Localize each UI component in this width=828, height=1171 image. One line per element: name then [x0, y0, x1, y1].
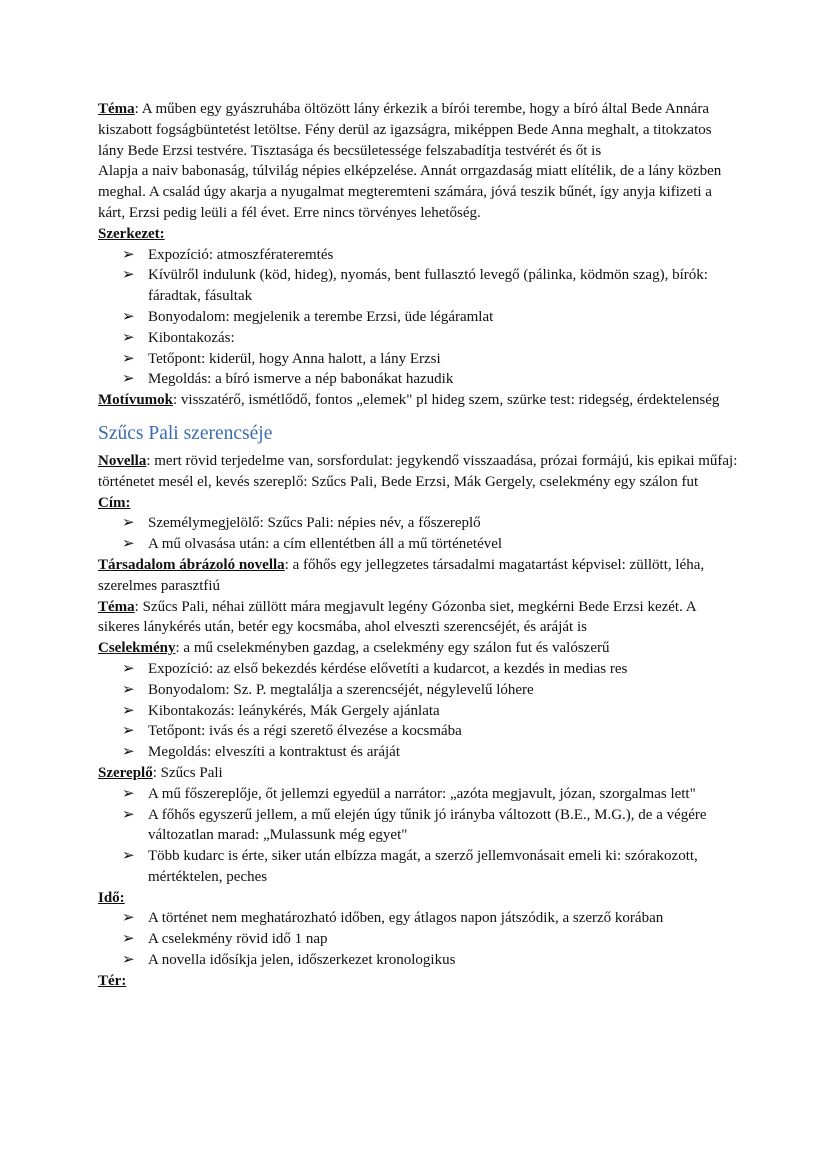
arrow-bullet-icon: ➢: [122, 681, 135, 698]
list-item-text: Több kudarc is érte, siker után elbízza magát, a szerző jellemvonásait emeli ki: szórakozott, mértéktelen, peches: [148, 848, 698, 885]
cselekmeny-paragraph: [98, 638, 738, 659]
list-item-text: Tetőpont: ivás és a régi szerető élvezése a kocsmába: [148, 723, 462, 740]
list-item-text: A novella idősíkja jelen, időszerkezet kronologikus: [148, 952, 456, 969]
szerkezet-list: [98, 245, 738, 391]
szereplo-list: [98, 784, 738, 888]
tema2-label: Téma: [98, 598, 135, 615]
list-item: [122, 245, 738, 266]
tema2-text: : Szűcs Pali, néhai züllött mára megjavult legény Gózonba siet, megkérni Bede Erzsi kezét. A sikeres lánykérés után, betér egy kocsmába, ahol elveszti szerencséjét, és aráját is: [98, 598, 696, 636]
list-item-text: A mű főszereplője, őt jellemzi egyedül a narrátor: „azóta megjavult, józan, szorgalmas lett": [148, 785, 696, 802]
list-item-text: Expozíció: az első bekezdés kérdése elővetíti a kudarcot, a kezdés in medias res: [148, 660, 628, 677]
arrow-bullet-icon: ➢: [122, 308, 135, 325]
list-item: [122, 328, 738, 349]
list-item: [122, 680, 738, 701]
szereplo-text: : Szűcs Pali: [152, 764, 223, 781]
motivumok-text: : visszatérő, ismétlődő, fontos „elemek" pl hideg szem, szürke test: ridegség, érdektelenség: [173, 392, 720, 409]
list-item: [122, 349, 738, 370]
ter-label: Tér:: [98, 972, 127, 989]
list-item-text: Bonyodalom: megjelenik a terembe Erzsi, üde légáramlat: [148, 308, 494, 325]
list-item: [122, 513, 738, 534]
novella-paragraph: [98, 451, 738, 493]
list-item: [122, 721, 738, 742]
list-item-text: A cselekmény rövid idő 1 nap: [148, 931, 328, 948]
arrow-bullet-icon: ➢: [122, 910, 135, 927]
szereplo-label: Szereplő: [98, 764, 153, 781]
szereplo-paragraph: [98, 763, 738, 784]
list-item: [122, 908, 738, 929]
list-item-text: A mű olvasása után: a cím ellentétben áll a mű történetével: [148, 536, 503, 553]
szerkezet-heading: [98, 224, 738, 245]
cselekmeny-list: [98, 659, 738, 763]
motivumok-label: Motívumok: [98, 392, 173, 409]
list-item: [122, 929, 738, 950]
arrow-bullet-icon: ➢: [122, 536, 135, 553]
tema-paragraph: [98, 99, 738, 161]
ido-list: [98, 908, 738, 970]
list-item: [122, 742, 738, 763]
arrow-bullet-icon: ➢: [122, 371, 135, 388]
cim-label: Cím:: [98, 494, 131, 511]
list-item-text: Megoldás: elveszíti a kontraktust és aráját: [148, 744, 401, 761]
list-item-text: A történet nem meghatározható időben, egy átlagos napon játszódik, a szerző korában: [148, 910, 664, 927]
list-item-text: Expozíció: atmoszférateremtés: [148, 246, 334, 263]
arrow-bullet-icon: ➢: [122, 702, 135, 719]
arrow-bullet-icon: ➢: [122, 267, 135, 284]
tarsadalom-label: Társadalom ábrázoló novella: [98, 556, 285, 573]
list-item: [122, 534, 738, 555]
arrow-bullet-icon: ➢: [122, 723, 135, 740]
list-item-text: Kibontakozás: leánykérés, Mák Gergely ajánlata: [148, 702, 440, 719]
novella-label: Novella: [98, 452, 147, 469]
list-item: [122, 805, 738, 847]
list-item-text: Kibontakozás:: [148, 329, 235, 346]
arrow-bullet-icon: ➢: [122, 806, 135, 823]
motivumok-paragraph: [98, 390, 738, 411]
arrow-bullet-icon: ➢: [122, 350, 135, 367]
alapja-paragraph: Alapja a naiv babonaság, túlvilág népies elképzelése. Annát orrgazdaság miatt elítélik, de a lány közben meghal. A család úgy akarja a nyugalmat megteremteni számára, jóvá teszik bűnét, így anyja kifizeti a kárt, Erzsi pedig leüli a fél évet. Erre nincs törvényes lehetőség.: [98, 163, 722, 221]
list-item-text: Személymegjelölő: Szűcs Pali: népies név, a főszereplő: [148, 515, 481, 532]
list-item: [122, 846, 738, 888]
tarsadalom-text: : a főhős egy jellegzetes társadalmi magatartást képvisel: züllött, léha, szerelmes parasztfiú: [98, 556, 705, 594]
arrow-bullet-icon: ➢: [122, 744, 135, 761]
arrow-bullet-icon: ➢: [122, 785, 135, 802]
list-item-text: Bonyodalom: Sz. P. megtalálja a szerencséjét, négylevelű lóhere: [148, 681, 534, 698]
list-item: [122, 784, 738, 805]
tarsadalom-paragraph: [98, 555, 738, 597]
tema2-paragraph: [98, 597, 738, 639]
list-item: [122, 265, 738, 307]
tema-text: : A műben egy gyászruhába öltözött lány érkezik a bírói terembe, hogy a bíró által Bede Annára kiszabott fogságbüntetést letöltse. Fény derül az igazságra, miképpen Bede Anna meghalt, a titokzatos lány Bede Erzsi testvére. Tisztasága és becsületessége felszabadítja testvérét és őt is: [98, 101, 712, 159]
ido-label: Idő:: [98, 889, 125, 906]
list-item-text: Megoldás: a bíró ismerve a nép babonákat hazudik: [148, 371, 454, 388]
cselekmeny-text: : a mű cselekményben gazdag, a cselekmény egy szálon fut és valószerű: [175, 640, 610, 657]
section-heading: Szűcs Pali szerencséje: [98, 422, 273, 444]
arrow-bullet-icon: ➢: [122, 848, 135, 865]
list-item: [122, 307, 738, 328]
list-item: [122, 659, 738, 680]
arrow-bullet-icon: ➢: [122, 246, 135, 263]
arrow-bullet-icon: ➢: [122, 515, 135, 532]
arrow-bullet-icon: ➢: [122, 931, 135, 948]
list-item: [122, 701, 738, 722]
ter-heading: [98, 971, 738, 992]
list-item-text: Tetőpont: kiderül, hogy Anna halott, a lány Erzsi: [148, 350, 441, 367]
list-item-text: Kívülről indulunk (köd, hideg), nyomás, bent fullasztó levegő (pálinka, ködmön szag), bírók: fáradtak, fásultak: [148, 267, 708, 305]
tema-label: Téma: [98, 101, 135, 117]
ido-heading: [98, 888, 738, 909]
cim-list: [98, 513, 738, 555]
list-item-text: A főhős egyszerű jellem, a mű elején úgy tűnik jó irányba változott (B.E., M.G.), de a végére változatlan marad: „Mulassunk még egyet": [148, 806, 707, 844]
list-item: [122, 950, 738, 971]
arrow-bullet-icon: ➢: [122, 660, 135, 677]
novella-text: : mert rövid terjedelme van, sorsfordulat: jegykendő visszaadása, prózai formájú, kis epikai műfaj: történetet mesél el, kevés szereplő: Szűcs Pali, Bede Erzsi, Mák Gergely, cselekmény egy szálon fut: [98, 452, 738, 490]
list-item: [122, 369, 738, 390]
cselekmeny-label: Cselekmény: [98, 640, 176, 657]
szerkezet-label: Szerkezet:: [98, 225, 165, 242]
arrow-bullet-icon: ➢: [122, 952, 135, 969]
cim-heading: [98, 493, 738, 514]
arrow-bullet-icon: ➢: [122, 329, 135, 346]
